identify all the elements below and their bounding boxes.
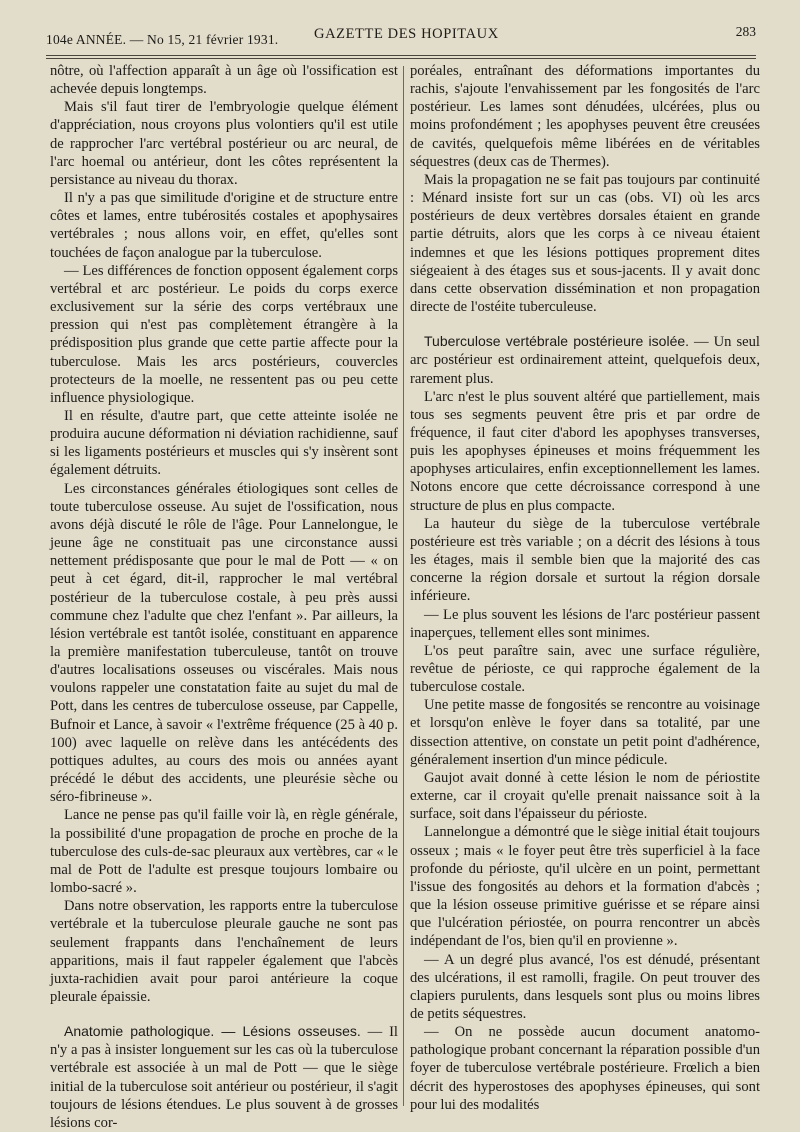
- section-paragraph: [50, 1022, 398, 1132]
- section-title: Anatomie pathologique. — Lésions osseuses.: [64, 1023, 361, 1040]
- issue-info: 104e ANNÉE. — No 15, 21 février 1931.: [46, 32, 279, 47]
- paragraph: — Le plus souvent les lésions de l'arc postérieur passent inaperçues, tellement elles sont minimes.: [410, 606, 760, 641]
- header-rule: [46, 55, 756, 56]
- paragraph: Mais la propagation ne se fait pas toujours par continuité : Ménard insiste fort sur un cas (obs. VI) où les arcs postérieurs de deux vertèbres dorsales étaient en grande partie détruits, alors que les corps à ce niveau étaient indemnes et que les lésions pottiques proprement dites siégeaient à des étages sus et sous-jacents. Il y avait donc dans cette observation dissémination et non propagation directe de l'ostéite tuberculeuse.: [410, 171, 760, 316]
- page-number: 283: [735, 24, 756, 39]
- paragraph: nôtre, où l'affection apparaît à un âge où l'ossification est achevée depuis longtemps.: [50, 63, 398, 98]
- paragraph: Dans notre observation, les rapports entre la tuberculose vertébrale et la tuberculose pleurale gauche ne sont pas seulement frappants dans l'enchaînement de leurs apparitions, mais il faut rappeler également que l'abcès juxta-rachidien avait pour paroi antérieure la coque pleurale épaissie.: [50, 898, 398, 1005]
- header-rule-double: [46, 58, 756, 59]
- section-paragraph: [410, 332, 760, 387]
- paragraph: poréales, entraînant des déformations importantes du rachis, s'ajoute l'envahissement par les fongosités de l'arc postérieur. Les lames sont dénudées, ulcérées, plus ou moins profondément ; les apophyses peuvent être creusées de cavités, quelquefois même libérées en de véritables séquestres (deux cas de Thermes).: [410, 63, 760, 170]
- section-text: — Il n'y a pas à insister longuement sur les cas où la tuberculose vertébrale est associée à un mal de Pott — que le siège initial de la tuberculose soit antérieur ou postérieur, il s'agit toujours de lésions étendues. Le plus souvent à de grosses lésions cor-: [50, 1024, 398, 1131]
- paragraph: — Les différences de fonction opposent également corps vertébral et arc postérieur. Le poids du corps exerce exclusivement sur la série des corps vertébraux une pression qui n'est pas complètement étrangère à la prédisposition plus grande que cette partie affecte pour la tuberculose. Mais les arcs postérieurs, couvercles protecteurs de la moelle, ne ressentent pas ou peu cette influence physiologique.: [50, 262, 398, 406]
- paragraph: L'os peut paraître sain, avec une surface régulière, revêtue de périoste, ce qui rapproche également de la tuberculose costale.: [410, 642, 760, 696]
- paragraph: — A un degré plus avancé, l'os est dénudé, présentant des ulcérations, il est ramolli, fragile. On peut trouver des clapiers purulents, dans lesquels sont plus ou moins libres de petits séquestres.: [410, 951, 760, 1022]
- paragraph: Les circonstances générales étiologiques sont celles de toute tuberculose osseuse. Au sujet de l'ossification, nous avons déjà discuté le rôle de l'âge. Pour Lannelongue, le jeune âge ne constituait pas une circonstance aussi nettement prédisposante que pour le mal de Pott — « on peut à cet égard, dit-il, rapprocher le mal vertébral postérieur de la tuberculose costale, à peu près aussi commune chez l'adulte que chez l'enfant ». Par ailleurs, la lésion vertébrale est tantôt isolée, constituant en apparence la première manifestation tuberculeuse, tantôt on trouve d'autres localisations osseuses ou viscérales. Mais nous voulons rappeler une constatation faite au sujet du mal de Pott, dans les centres de tuberculose osseuse, par Cappelle, Bufnoir et Lance, à savoir « l'extrême fréquence (25 à 40 p. 100) avec laquelle on relève dans les antécédents des pottiques adultes, au cours des mois ou années ayant précédé le début des accidents, une pleurésie sèche ou séro-fibrineuse ».: [50, 480, 398, 806]
- section-title: Tuberculose vertébrale postérieure isolée.: [424, 333, 690, 350]
- left-column: [50, 62, 398, 1131]
- paragraph: — On ne possède aucun document anatomo-pathologique probant concernant la réparation possible d'un foyer de tuberculose vertébrale postérieure. Frœlich a bien décrit des hyperostoses des apophyses épineuses, qui sont pour lui des modalités: [410, 1024, 760, 1113]
- paragraph: Il en résulte, d'autre part, que cette atteinte isolée ne produira aucune déformation ni déviation rachidienne, sauf si les ligaments postérieurs et muscles qui s'y insèrent sont également détruits.: [50, 407, 398, 479]
- page-header: [46, 24, 756, 54]
- paragraph: Lannelongue a démontré que le siège initial était toujours osseux ; mais « le foyer peut être très superficiel à la face profonde du périoste, qu'il ulcère en un point, permettant l'issue des fongosités au dehors et la formation d'abcès ; que la lésion osseuse primitive guérisse et se répare ainsi que l'ulcération périostée, on pourra rencontrer un abcès indépendant de l'os, bien qu'il en provienne ».: [410, 824, 760, 950]
- section-text: — Un seul arc postérieur est ordinairement atteint, quelquefois deux, rarement plus.: [410, 334, 760, 387]
- paragraph: Une petite masse de fongosités se rencontre au voisinage et lorsqu'on enlève le foyer dans sa totalité, par une dissection attentive, on constate un petit point d'adhérence, généralement insertion d'un mince pédicule.: [410, 697, 760, 768]
- journal-title: GAZETTE DES HOPITAUX: [314, 26, 499, 42]
- column-divider: [403, 66, 404, 1106]
- paragraph: Il n'y a pas que similitude d'origine et de structure entre côtes et lames, entre tubérosités costales et apophysaires vertébrales ; nous allons voir, en effet, qu'elles sont touchées de façon analogue par la tuberculose.: [50, 190, 398, 261]
- paragraph: Gaujot avait donné à cette lésion le nom de périostite externe, car il croyait qu'elle prenait naissance soit à la surface, soit dans l'épaisseur du périoste.: [410, 769, 760, 823]
- paragraph: Lance ne pense pas qu'il faille voir là, en règle générale, la possibilité d'une propagation de proche en proche de la tuberculose des culs-de-sac pleuraux aux vertèbres, car « le mal de Pott de l'adulte est presque toujours lombaire ou lombo-sacré ».: [50, 807, 398, 897]
- right-column: [410, 62, 760, 1112]
- paragraph: Mais s'il faut tirer de l'embryologie quelque élément d'appréciation, nous croyons plus volontiers qu'il est utile de rapprocher l'arc vertébral postérieur ou arc neural, de l'arc hoemal ou antérieur, dont les côtes représentent la persistance au niveau du thorax.: [50, 99, 398, 188]
- paragraph: La hauteur du siège de la tuberculose vertébrale postérieure est très variable ; on a décrit des lésions à tous les étages, mais il semble bien que la majorité des cas concerne la région dorsale et surtout la région dorsale inférieure.: [410, 515, 760, 605]
- paragraph: L'arc n'est le plus souvent altéré que partiellement, mais tous ses segments peuvent être pris et par ordre de fréquence, il faut citer d'abord les apophyses transverses, puis les apophyses épineuses et moins fréquemment les apophyses articulaires, enfin exceptionnellement les lames. Notons encore que cette décroissance correspond à une structure de plus en plus compacte.: [410, 388, 760, 514]
